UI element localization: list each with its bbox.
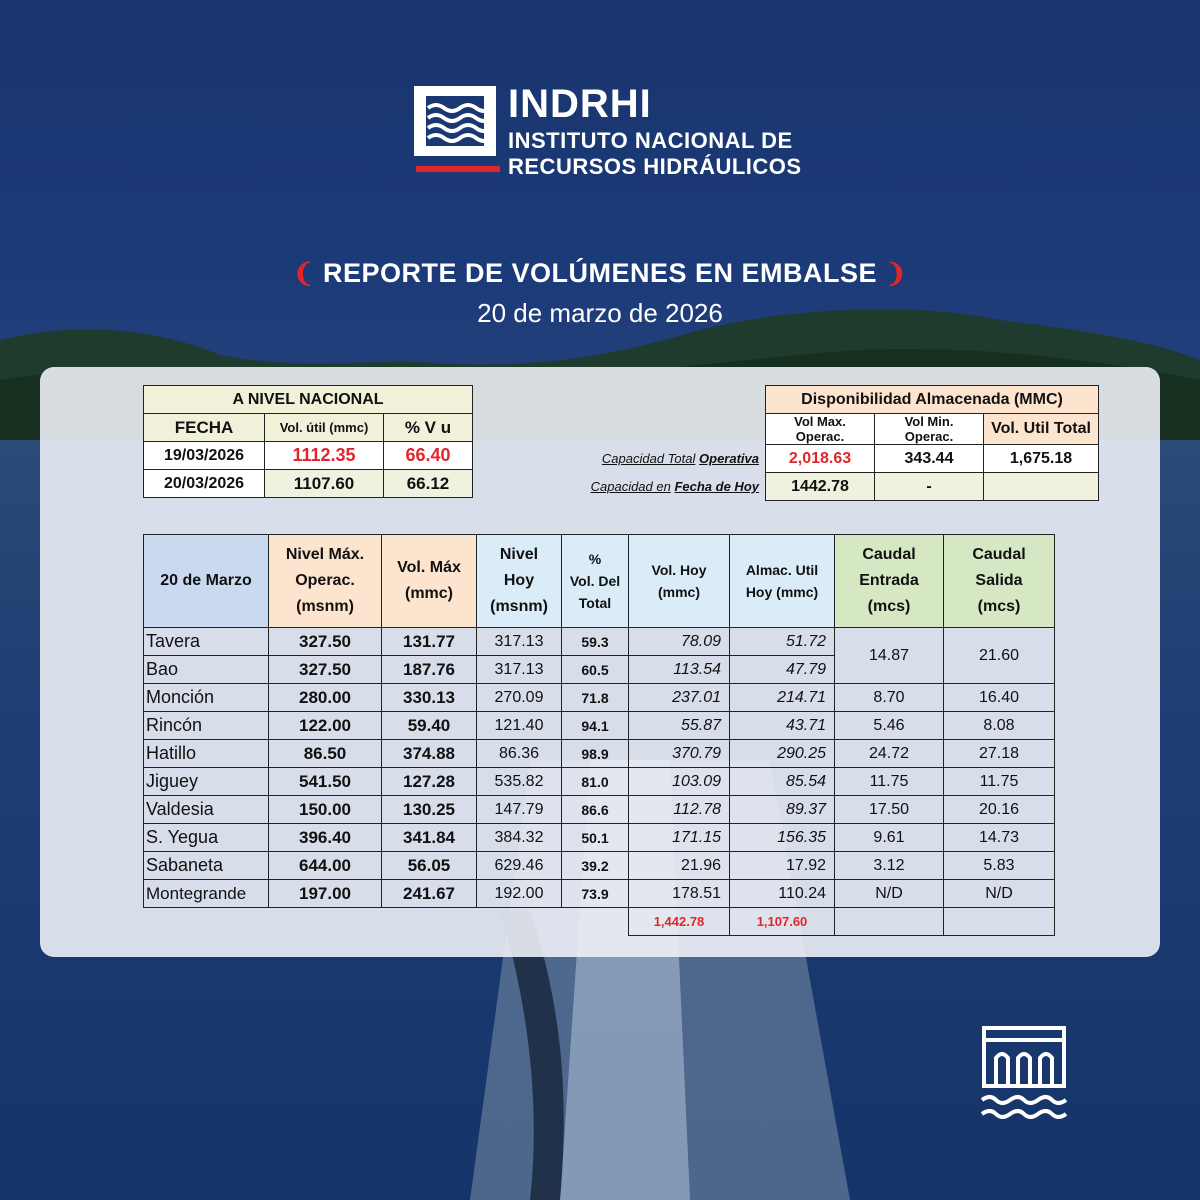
national-row (144, 470, 473, 498)
vol-min-hoy: - (875, 473, 984, 501)
brand-line-1: INSTITUTO NACIONAL DE (508, 128, 793, 153)
nivel-max-cell: 280.00 (269, 684, 382, 712)
caudal-salida-cell: 14.73 (944, 824, 1055, 852)
caudal-salida-cell: 11.75 (944, 768, 1055, 796)
header-line: (msnm) (296, 598, 354, 615)
col-vol-util: Vol. útil (mmc) (265, 414, 384, 442)
vol-max-cell: 130.25 (382, 796, 477, 824)
vol-max-cell: 241.67 (382, 880, 477, 908)
nivel-max-cell: 197.00 (269, 880, 382, 908)
nivel-hoy-cell: 535.82 (477, 768, 562, 796)
row-name: Monción (144, 684, 269, 712)
col-name: 20 de Marzo (144, 535, 269, 628)
col-nivel-hoy (477, 535, 562, 628)
col-vol-max-operac: Vol Max. Operac. (766, 414, 875, 445)
header-line: (mmc) (404, 585, 453, 602)
caudal-salida-tavera-bao: 21.60 (944, 628, 1055, 684)
nivel-hoy-cell: 317.13 (477, 628, 562, 656)
nivel-hoy-cell: 147.79 (477, 796, 562, 824)
nivel-max-cell: 122.00 (269, 712, 382, 740)
totals-row (144, 908, 1055, 936)
vol-hoy-cell: 370.79 (629, 740, 730, 768)
report-title (0, 258, 1200, 289)
vol-hoy-cell: 113.54 (629, 656, 730, 684)
nivel-hoy-cell: 384.32 (477, 824, 562, 852)
pct-cell: 73.9 (562, 880, 629, 908)
vol-hoy-cell: 103.09 (629, 768, 730, 796)
indrhi-logo-icon (410, 82, 500, 174)
col-fecha: FECHA (144, 414, 265, 442)
caudal-entrada-cell: 11.75 (835, 768, 944, 796)
header-line: (mmc) (657, 584, 700, 600)
dam-icon (978, 1022, 1070, 1132)
vol-hoy-cell: 171.15 (629, 824, 730, 852)
nivel-hoy-cell: 121.40 (477, 712, 562, 740)
vol-hoy-cell: 112.78 (629, 796, 730, 824)
col-caudal-entrada (835, 535, 944, 628)
caudal-entrada-cell: 17.50 (835, 796, 944, 824)
row-name: Montegrande (144, 880, 269, 908)
report-title-text: REPORTE DE VOLÚMENES EN EMBALSE (322, 258, 878, 288)
nivel-max-cell: 396.40 (269, 824, 382, 852)
vol-max-cell: 131.77 (382, 628, 477, 656)
vol-cell: 1107.60 (265, 470, 384, 498)
row-name: S. Yegua (144, 824, 269, 852)
header-line: Operac. (295, 572, 355, 589)
table-row (144, 880, 1055, 908)
nivel-hoy-cell: 192.00 (477, 880, 562, 908)
brand-line-2: RECURSOS HIDRÁULICOS (508, 154, 802, 179)
vol-util-total-operativa: 1,675.18 (984, 445, 1099, 473)
vol-max-cell: 187.76 (382, 656, 477, 684)
almac-cell: 110.24 (730, 880, 835, 908)
brand-name: INDRHI (508, 82, 652, 126)
col-nivel-max (269, 535, 382, 628)
embalses-table (143, 534, 1055, 936)
national-table (143, 385, 473, 498)
nivel-max-cell: 541.50 (269, 768, 382, 796)
header-line: Vol. Hoy (651, 562, 707, 578)
header-line: (mcs) (977, 598, 1021, 615)
col-vol-max (382, 535, 477, 628)
header-line: Caudal (972, 546, 1026, 563)
fecha-cell: 20/03/2026 (144, 470, 265, 498)
caudal-entrada-cell: 3.12 (835, 852, 944, 880)
col-caudal-salida (944, 535, 1055, 628)
disponibilidad-row-operativa (545, 445, 1099, 473)
vol-max-cell: 127.28 (382, 768, 477, 796)
nivel-hoy-cell: 629.46 (477, 852, 562, 880)
vol-max-cell: 341.84 (382, 824, 477, 852)
label-part-bold: Operativa (699, 451, 759, 466)
national-title: A NIVEL NACIONAL (144, 386, 473, 414)
nivel-hoy-cell: 317.13 (477, 656, 562, 684)
fecha-cell: 19/03/2026 (144, 442, 265, 470)
pct-cell: 60.5 (562, 656, 629, 684)
almac-cell: 214.71 (730, 684, 835, 712)
table-row (144, 712, 1055, 740)
nivel-hoy-cell: 270.09 (477, 684, 562, 712)
header-line: Nivel Máx. (285, 546, 365, 563)
total-almac-util: 1,107.60 (730, 908, 835, 936)
almac-cell: 156.35 (730, 824, 835, 852)
pct-cell: 50.1 (562, 824, 629, 852)
caudal-entrada-cell: 5.46 (835, 712, 944, 740)
table-row (144, 824, 1055, 852)
pct-cell: 66.12 (384, 470, 473, 498)
header-line: Hoy (mmc) (745, 584, 819, 600)
almac-cell: 47.79 (730, 656, 835, 684)
nivel-max-cell: 644.00 (269, 852, 382, 880)
caudal-entrada-cell: 8.70 (835, 684, 944, 712)
header-row (144, 535, 1055, 628)
total-vol-hoy: 1,442.78 (629, 908, 730, 936)
row-name: Jiguey (144, 768, 269, 796)
vol-hoy-cell: 237.01 (629, 684, 730, 712)
report-panel (40, 367, 1160, 957)
almac-cell: 17.92 (730, 852, 835, 880)
header-line: (msnm) (490, 598, 548, 615)
disponibilidad-row-hoy (545, 473, 1099, 501)
header-line: Entrada (859, 572, 919, 589)
caudal-entrada-cell: N/D (835, 880, 944, 908)
capacidad-total-label (545, 445, 766, 473)
disponibilidad-title: Disponibilidad Almacenada (MMC) (766, 386, 1099, 414)
pct-cell: 39.2 (562, 852, 629, 880)
pct-cell: 94.1 (562, 712, 629, 740)
header-line: Vol. Máx (397, 559, 461, 576)
col-pct-total (562, 535, 629, 628)
header-line: Salida (975, 572, 1023, 589)
vol-max-cell: 59.40 (382, 712, 477, 740)
vol-hoy-cell: 55.87 (629, 712, 730, 740)
capacidad-hoy-label (545, 473, 766, 501)
vol-hoy-cell: 78.09 (629, 628, 730, 656)
caudal-entrada-cell: 24.72 (835, 740, 944, 768)
logo-red-bar (416, 166, 500, 172)
caudal-salida-cell: 16.40 (944, 684, 1055, 712)
header-line: Hoy (503, 572, 535, 589)
nivel-max-cell: 150.00 (269, 796, 382, 824)
vol-hoy-cell: 178.51 (629, 880, 730, 908)
pct-cell: 59.3 (562, 628, 629, 656)
vol-max-operativa: 2,018.63 (766, 445, 875, 473)
pct-cell: 66.40 (384, 442, 473, 470)
vol-util-total-hoy (984, 473, 1099, 501)
vol-max-cell: 56.05 (382, 852, 477, 880)
nivel-max-cell: 86.50 (269, 740, 382, 768)
pct-cell: 71.8 (562, 684, 629, 712)
vol-max-hoy: 1442.78 (766, 473, 875, 501)
caudal-entrada-tavera-bao: 14.87 (835, 628, 944, 684)
caudal-salida-cell: 8.08 (944, 712, 1055, 740)
row-name: Rincón (144, 712, 269, 740)
disponibilidad-table (545, 385, 1099, 501)
vol-hoy-cell: 21.96 (629, 852, 730, 880)
nivel-max-cell: 327.50 (269, 656, 382, 684)
header-line: % (588, 551, 602, 567)
label-part-bold: Fecha de Hoy (674, 479, 759, 494)
table-row (144, 628, 1055, 656)
table-row (144, 768, 1055, 796)
col-vol-util-total: Vol. Util Total (984, 414, 1099, 445)
header-line: Nivel (499, 546, 539, 563)
table-row (144, 796, 1055, 824)
row-name: Sabaneta (144, 852, 269, 880)
pct-cell: 86.6 (562, 796, 629, 824)
nivel-hoy-cell: 86.36 (477, 740, 562, 768)
pct-cell: 81.0 (562, 768, 629, 796)
vol-min-operativa: 343.44 (875, 445, 984, 473)
table-row (144, 684, 1055, 712)
almac-cell: 290.25 (730, 740, 835, 768)
caudal-salida-cell: 20.16 (944, 796, 1055, 824)
almac-cell: 43.71 (730, 712, 835, 740)
row-name: Hatillo (144, 740, 269, 768)
brand-subtitle (508, 128, 802, 180)
header-line: Vol. Del (569, 573, 621, 589)
row-name: Valdesia (144, 796, 269, 824)
row-name: Tavera (144, 628, 269, 656)
header-line: Total (578, 595, 612, 611)
pct-cell: 98.9 (562, 740, 629, 768)
bracket-left-icon: ❨ (292, 258, 315, 288)
vol-cell: 1112.35 (265, 442, 384, 470)
bracket-right-icon: ❩ (885, 258, 908, 288)
vol-max-cell: 330.13 (382, 684, 477, 712)
caudal-entrada-cell: 9.61 (835, 824, 944, 852)
nivel-max-cell: 327.50 (269, 628, 382, 656)
almac-cell: 89.37 (730, 796, 835, 824)
header-line: (mcs) (867, 598, 911, 615)
label-part: Capacidad en (590, 479, 671, 494)
header-line: Almac. Util (745, 562, 819, 578)
row-name: Bao (144, 656, 269, 684)
almac-cell: 85.54 (730, 768, 835, 796)
col-vol-min-operac: Vol Min. Operac. (875, 414, 984, 445)
col-almac-util (730, 535, 835, 628)
report-date: 20 de marzo de 2026 (477, 298, 723, 328)
label-part: Capacidad Total (601, 451, 696, 466)
header-line: Caudal (862, 546, 916, 563)
caudal-salida-cell: 5.83 (944, 852, 1055, 880)
national-row (144, 442, 473, 470)
almac-cell: 51.72 (730, 628, 835, 656)
vol-max-cell: 374.88 (382, 740, 477, 768)
col-vol-hoy (629, 535, 730, 628)
caudal-salida-cell: 27.18 (944, 740, 1055, 768)
col-pct-vu: % V u (384, 414, 473, 442)
table-row (144, 740, 1055, 768)
table-row (144, 852, 1055, 880)
caudal-salida-cell: N/D (944, 880, 1055, 908)
